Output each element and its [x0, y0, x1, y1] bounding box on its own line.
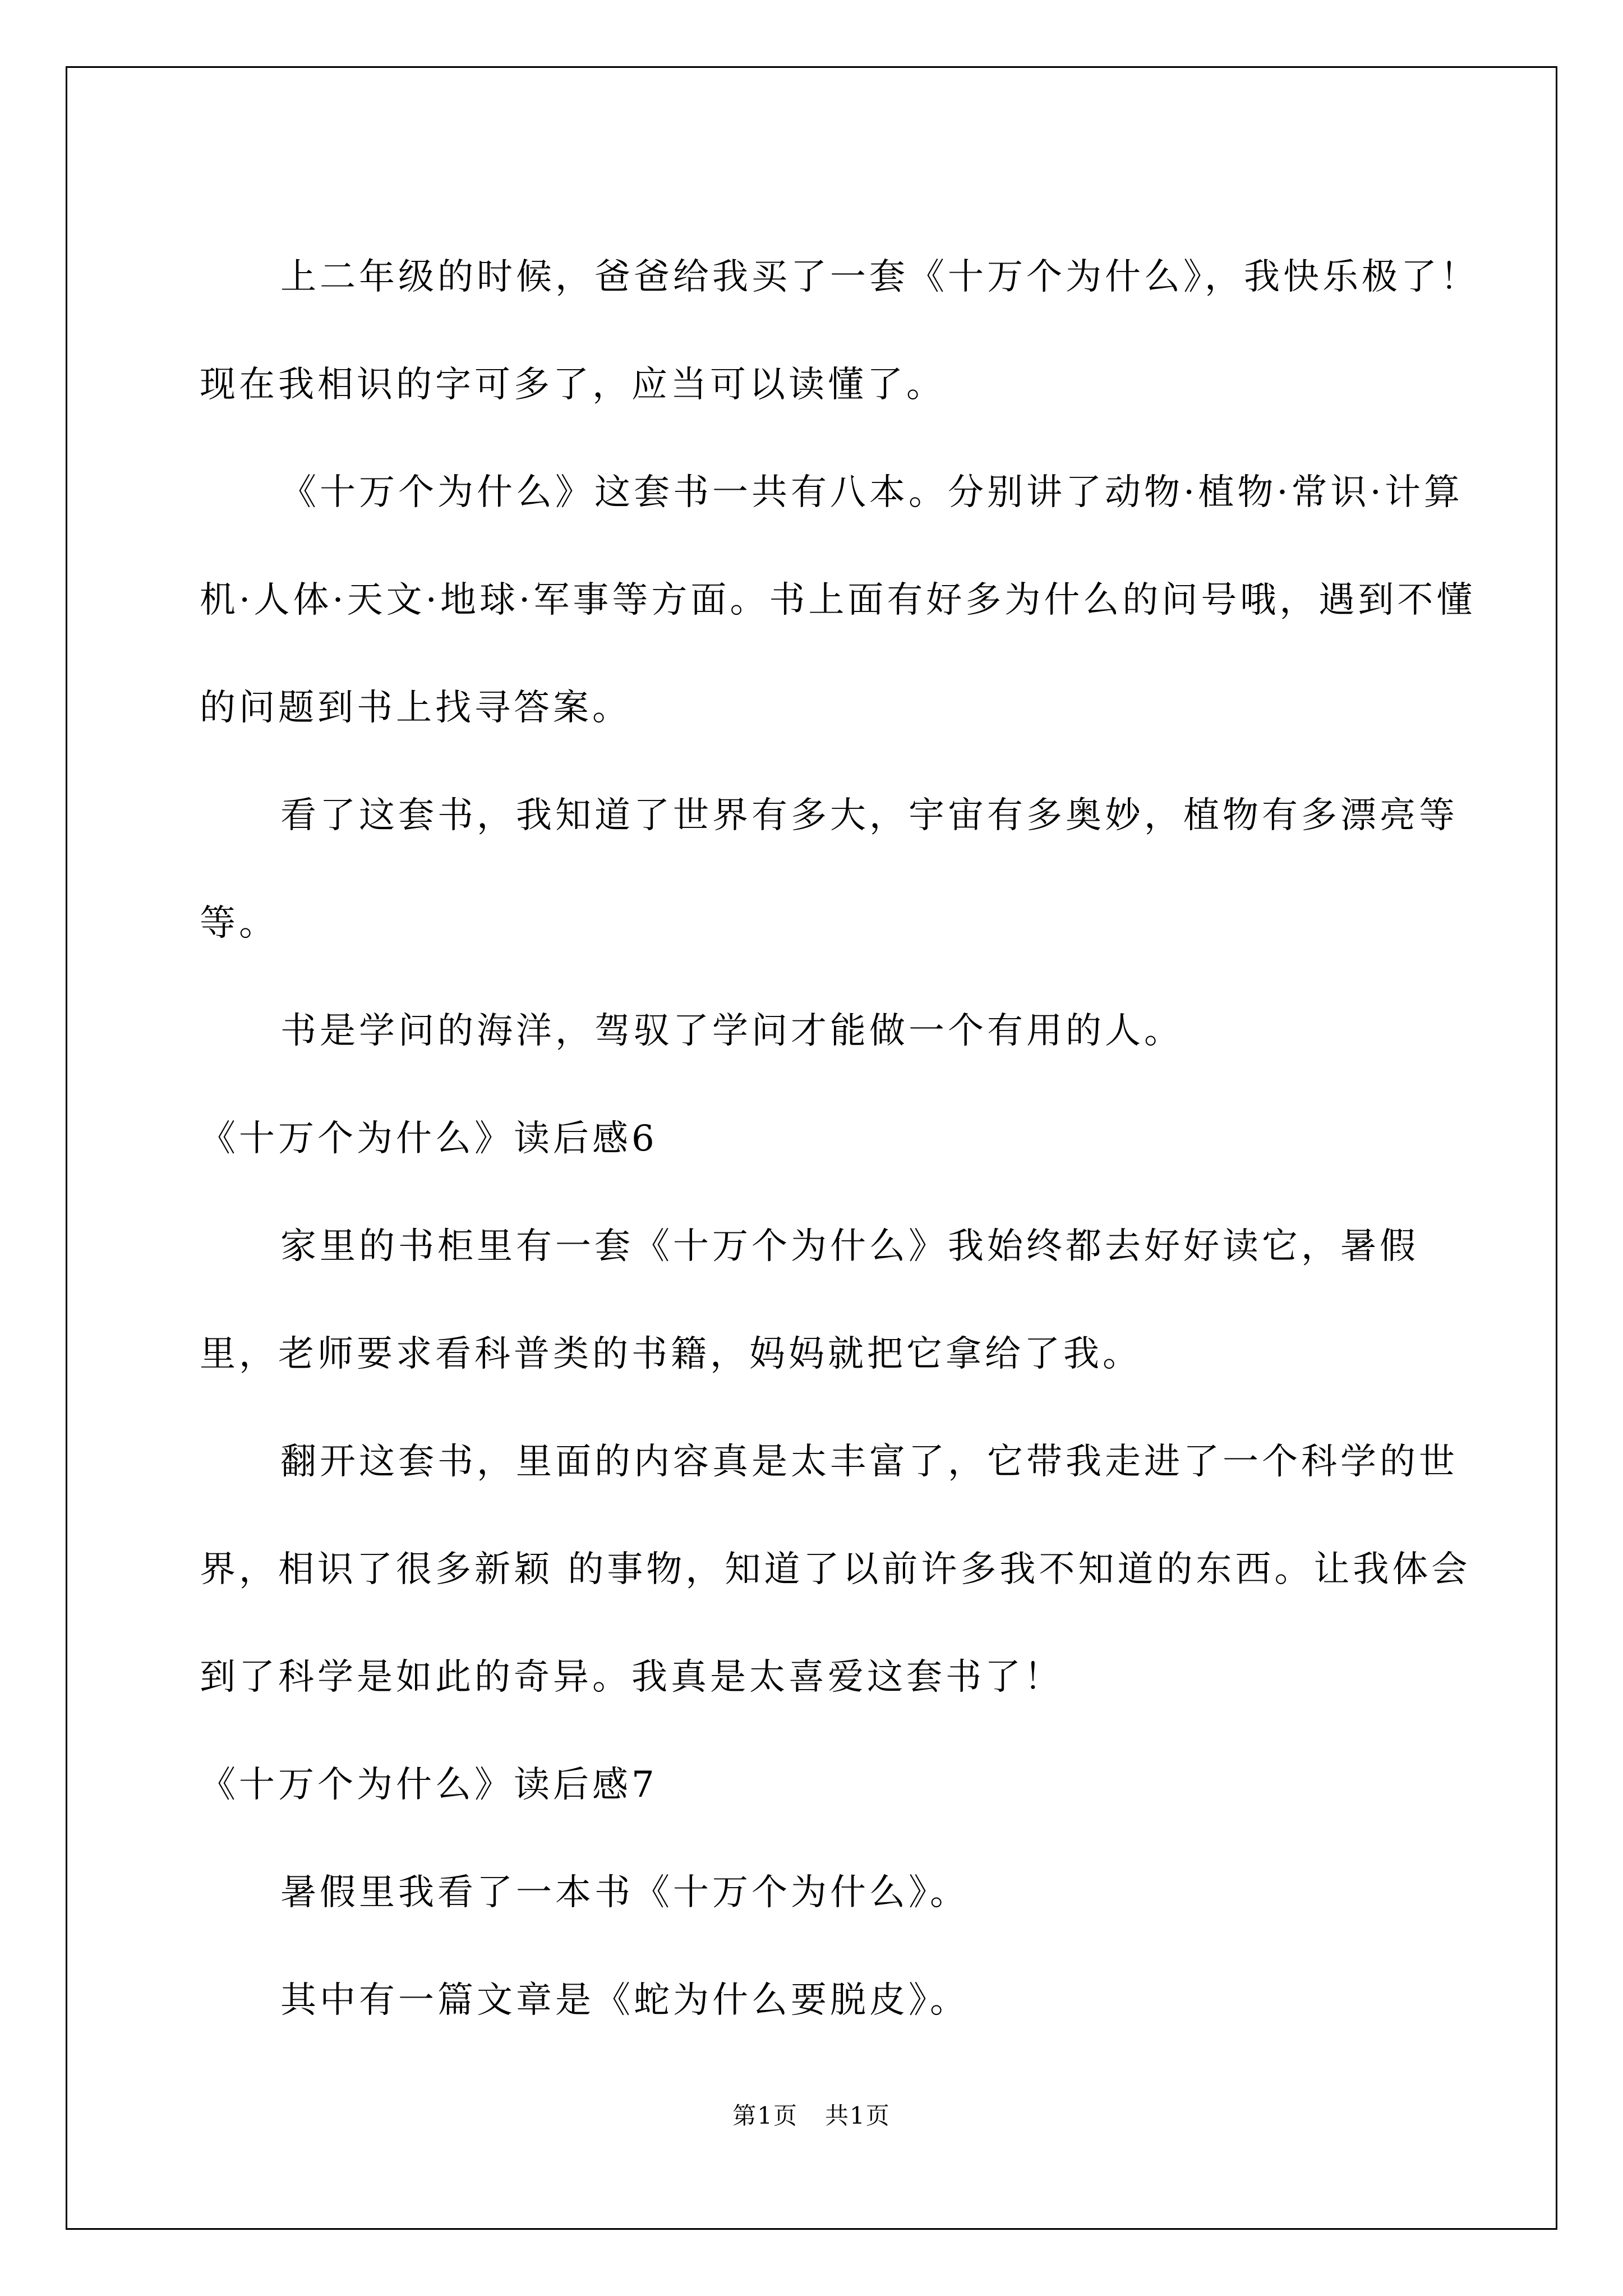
- paragraph: 看了这套书，我知道了世界有多大，宇宙有多奥妙，植物有多漂亮等等。: [200, 795, 1458, 944]
- paragraph: 其中有一篇文章是《蛇为什么要脱皮》。: [280, 1980, 969, 2021]
- page-footer: [0, 2099, 1623, 2133]
- paragraph: 上二年级的时候，爸爸给我买了一套《十万个为什么》，我快乐极了！现在我相识的字可多了，应当可以读懂了。: [200, 256, 1479, 406]
- paragraph: 翻开这套书，里面的内容真是太丰富了，它带我走进了一个科学的世界，相识了很多新颖 的事物，知道了以前许多我不知道的东西。让我体会到了科学是如此的奇异。我真是太喜爱这套书了！: [200, 1441, 1471, 1698]
- paragraph: 《十万个为什么》这套书一共有八本。分别讲了动物·植物·常识·计算机·人体·天文·地球·军事等方面。书上面有好多为什么的问号哦，遇到不懂的问题到书上找寻答案。: [200, 472, 1476, 729]
- page-total: 共1页: [825, 2102, 891, 2129]
- paragraph: 暑假里我看了一本书《十万个为什么》。: [280, 1872, 969, 1913]
- section-heading: 《十万个为什么》读后感6: [200, 1118, 658, 1159]
- document-body: [200, 223, 1484, 2054]
- section-heading: 《十万个为什么》读后感7: [200, 1764, 658, 1806]
- paragraph: 书是学问的海洋，驾驭了学问才能做一个有用的人。: [280, 1010, 1183, 1052]
- paragraph: 家里的书柜里有一套《十万个为什么》我始终都去好好读它，暑假里，老师要求看科普类的书籍，妈妈就把它拿给了我。: [200, 1226, 1419, 1375]
- page-number: 第1页: [732, 2102, 798, 2129]
